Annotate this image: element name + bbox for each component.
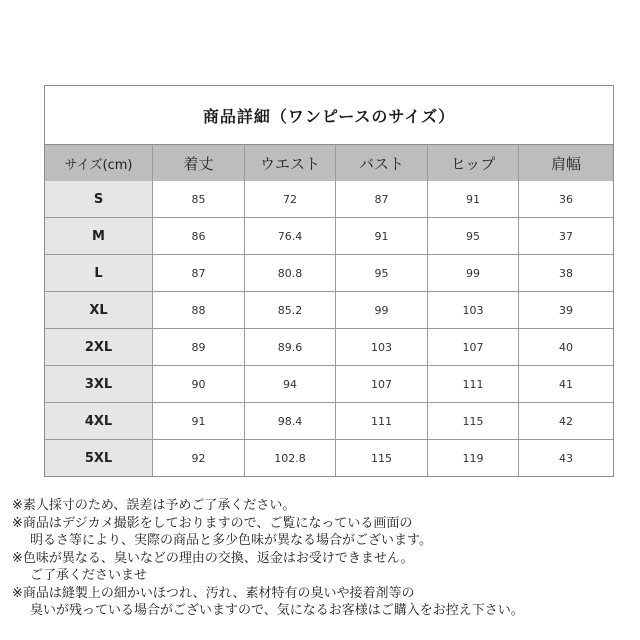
table-cell: 89 bbox=[153, 329, 245, 366]
table-cell: 92 bbox=[153, 440, 245, 476]
table-cell: 41 bbox=[519, 366, 613, 403]
table-row bbox=[45, 366, 613, 403]
table-cell: 40 bbox=[519, 329, 613, 366]
table-cell: 119 bbox=[428, 440, 519, 476]
table-row bbox=[45, 218, 613, 255]
table-cell: 89.6 bbox=[245, 329, 336, 366]
table-cell: 43 bbox=[519, 440, 613, 476]
table-cell: 86 bbox=[153, 218, 245, 255]
size-cell: 5XL bbox=[45, 440, 153, 476]
table-row bbox=[45, 292, 613, 329]
table-cell: 72 bbox=[245, 181, 336, 218]
size-chart-table bbox=[44, 85, 614, 477]
table-row bbox=[45, 403, 613, 440]
size-cell: M bbox=[45, 218, 153, 255]
size-cell: XL bbox=[45, 292, 153, 329]
table-row bbox=[45, 329, 613, 366]
table-cell: 36 bbox=[519, 181, 613, 218]
table-cell: 115 bbox=[428, 403, 519, 440]
table-cell: 95 bbox=[428, 218, 519, 255]
header-shoulder: 肩幅 bbox=[519, 145, 613, 181]
table-row bbox=[45, 181, 613, 218]
table-cell: 87 bbox=[153, 255, 245, 292]
table-cell: 98.4 bbox=[245, 403, 336, 440]
table-title: 商品詳細（ワンピースのサイズ） bbox=[45, 86, 613, 145]
table-cell: 94 bbox=[245, 366, 336, 403]
header-hip: ヒップ bbox=[428, 145, 519, 181]
note-line: 明るさ等により、実際の商品と多少色味が異なる場合がございます。 bbox=[30, 533, 432, 548]
table-row bbox=[45, 255, 613, 292]
table-cell: 107 bbox=[336, 366, 428, 403]
header-length: 着丈 bbox=[153, 145, 245, 181]
table-title-row bbox=[45, 86, 613, 145]
header-size: サイズ(cm) bbox=[45, 145, 153, 181]
table-cell: 80.8 bbox=[245, 255, 336, 292]
table-cell: 95 bbox=[336, 255, 428, 292]
table-cell: 37 bbox=[519, 218, 613, 255]
note-line: ※商品は縫製上の細かいほつれ、汚れ、素材特有の臭いや接着剤等の bbox=[12, 585, 415, 601]
table-cell: 88 bbox=[153, 292, 245, 329]
table-cell: 42 bbox=[519, 403, 613, 440]
header-waist: ウエスト bbox=[245, 145, 336, 181]
table-cell: 85.2 bbox=[245, 292, 336, 329]
table-cell: 99 bbox=[428, 255, 519, 292]
size-cell: 4XL bbox=[45, 403, 153, 440]
table-cell: 90 bbox=[153, 366, 245, 403]
table-cell: 115 bbox=[336, 440, 428, 476]
table-cell: 76.4 bbox=[245, 218, 336, 255]
table-cell: 91 bbox=[336, 218, 428, 255]
table-cell: 102.8 bbox=[245, 440, 336, 476]
note-line: 臭いが残っている場合がございますので、気になるお客様はご購入をお控え下さい。 bbox=[30, 603, 524, 618]
size-cell: S bbox=[45, 181, 153, 218]
table-cell: 91 bbox=[428, 181, 519, 218]
table-cell: 39 bbox=[519, 292, 613, 329]
table-cell: 107 bbox=[428, 329, 519, 366]
table-cell: 103 bbox=[336, 329, 428, 366]
table-cell: 99 bbox=[336, 292, 428, 329]
table-cell: 87 bbox=[336, 181, 428, 218]
table-cell: 38 bbox=[519, 255, 613, 292]
note-line: ※商品はデジカメ撮影をしておりますので、ご覧になっている画面の bbox=[12, 515, 413, 531]
size-cell: 3XL bbox=[45, 366, 153, 403]
note-line: ※素人採寸のため、誤差は予めご了承ください。 bbox=[12, 498, 296, 513]
table-header-row bbox=[45, 145, 613, 181]
table-cell: 85 bbox=[153, 181, 245, 218]
table-cell: 111 bbox=[336, 403, 428, 440]
notes-section bbox=[12, 497, 632, 620]
size-cell: L bbox=[45, 255, 153, 292]
table-cell: 91 bbox=[153, 403, 245, 440]
table-row bbox=[45, 440, 613, 476]
table-cell: 111 bbox=[428, 366, 519, 403]
size-cell: 2XL bbox=[45, 329, 153, 366]
table-cell: 103 bbox=[428, 292, 519, 329]
note-line: ※色味が異なる、臭いなどの理由の交換、返金はお受けできません。 bbox=[12, 550, 414, 566]
header-bust: バスト bbox=[336, 145, 428, 181]
note-line: ご了承くださいませ bbox=[30, 568, 148, 583]
